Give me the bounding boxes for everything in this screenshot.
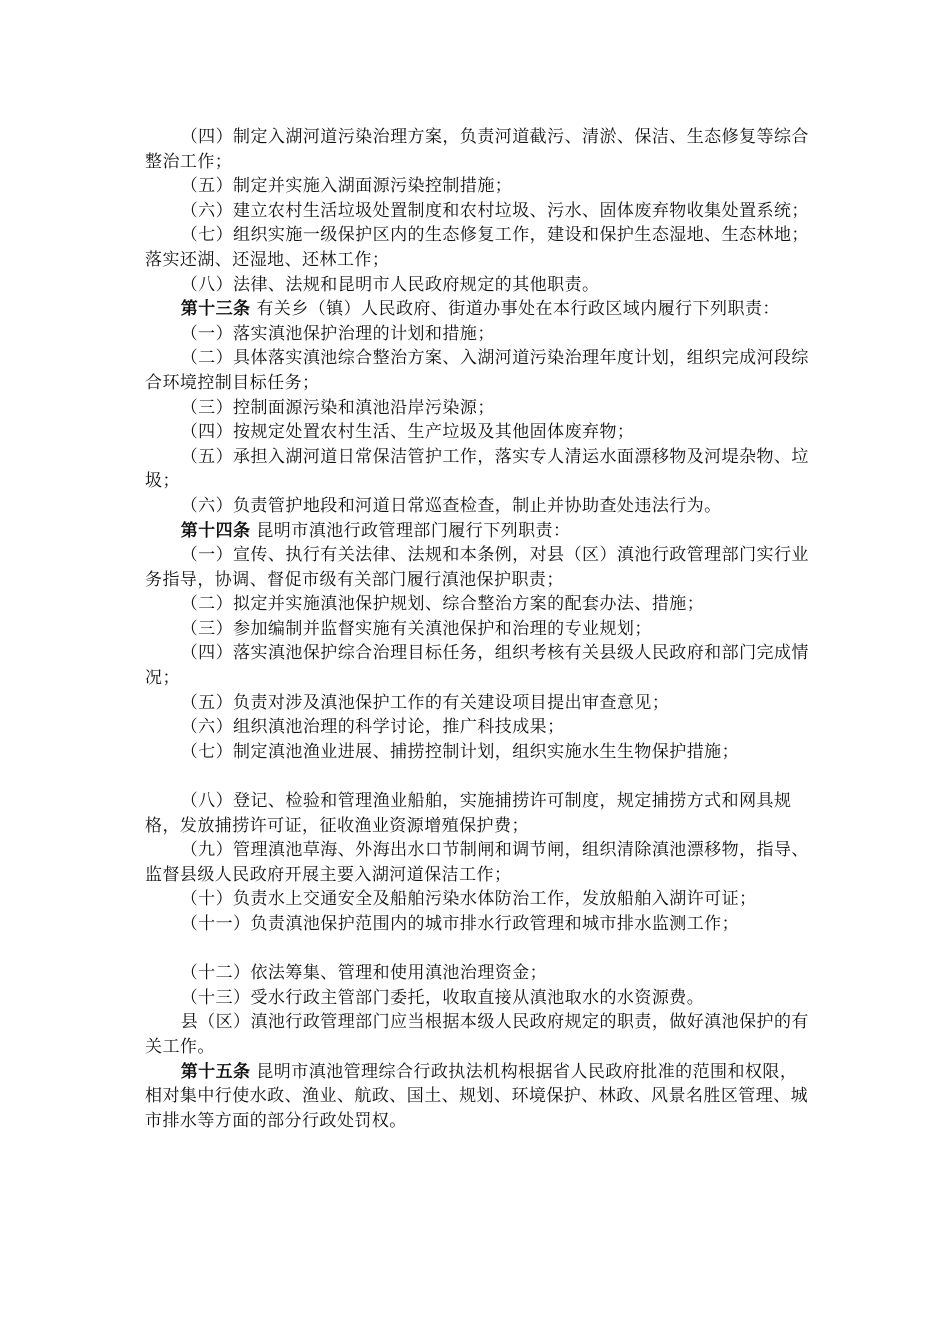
paragraph: [145, 715, 810, 740]
paragraph-text: （九）管理滇池草海、外海出水口节制闸和调节闸，组织清除滇池漂移物，指导、监督县级人民政府开展主要入湖河道保洁工作；: [145, 840, 809, 885]
article-heading: 第十四条: [180, 520, 251, 541]
article-paragraph: [145, 1060, 810, 1134]
paragraph: [145, 641, 810, 690]
paragraph-text: （一）落实滇池保护治理的计划和措施；: [180, 323, 495, 344]
paragraph-text: （五）承担入湖河道日常保洁管护工作，落实专人清运水面漂移物及河堤杂物、垃圾；: [145, 446, 809, 492]
paragraph: [145, 346, 810, 395]
paragraph: [145, 543, 810, 592]
blank-line: [145, 764, 810, 789]
paragraph-text: （二）具体落实滇池综合整治方案、入湖河道污染治理年度计划，组织完成河段综合环境控制目标任务；: [145, 348, 809, 393]
paragraph-text: （十一）负责滇池保护范围内的城市排水行政管理和城市排水监测工作；: [180, 914, 740, 934]
paragraph-text: （八）登记、检验和管理渔业船舶，实施捕捞许可制度，规定捕捞方式和网具规格，发放捕捞许可证，征收渔业资源增殖保护费；: [145, 791, 792, 836]
paragraph-text: （七）制定滇池渔业进展、捕捞控制计划，组织实施水生生物保护措施；: [180, 741, 740, 762]
paragraph-text: （五）负责对涉及滇池保护工作的有关建设项目提出审查意见；: [180, 692, 670, 713]
paragraph-text: （六）负责管护地段和河道日常巡查检查，制止并协助查处违法行为。: [180, 495, 722, 516]
paragraph: [145, 986, 810, 1011]
paragraph: [145, 445, 810, 494]
paragraph: [145, 1010, 810, 1059]
paragraph: [145, 420, 810, 445]
paragraph-text: （三）控制面源污染和滇池沿岸污染源；: [180, 397, 495, 418]
paragraph: [145, 396, 810, 421]
paragraph-text: （四）落实滇池保护综合治理目标任务，组织考核有关县级人民政府和部门完成情况；: [145, 643, 809, 689]
paragraph: [145, 174, 810, 199]
document-body: [145, 125, 810, 1133]
paragraph: [145, 887, 810, 912]
paragraph: [145, 789, 810, 838]
paragraph-text: （七）组织实施一级保护区内的生态修复工作，建设和保护生态湿地、生态林地；落实还湖、还湿地、还林工作；: [145, 225, 809, 270]
paragraph-text: （十二）依法筹集、管理和使用滇池治理资金；: [180, 963, 548, 984]
paragraph-text: （四）制定入湖河道污染治理方案，负责河道截污、清淤、保洁、生态修复等综合整治工作；: [145, 127, 809, 172]
paragraph: [145, 494, 810, 519]
paragraph: [145, 912, 810, 937]
paragraph-text: （六）组织滇池治理的科学讨论，推广科技成果；: [180, 717, 565, 738]
paragraph: [145, 961, 810, 986]
paragraph-text: （十）负责水上交通安全及船舶污染水体防治工作，发放船舶入湖许可证；: [180, 889, 757, 910]
paragraph-text: （二）拟定并实施滇池保护规划、综合整治方案的配套办法、措施；: [180, 594, 705, 615]
paragraph-text: 县（区）滇池行政管理部门应当根据本级人民政府规定的职责，做好滇池保护的有关工作。: [145, 1012, 809, 1057]
article-heading: 第十五条: [180, 1061, 251, 1082]
paragraph-text: （一）宣传、执行有关法律、法规和本条例，对县（区）滇池行政管理部门实行业务指导，协调、督促市级有关部门履行滇池保护职责；: [145, 545, 809, 590]
paragraph-text: （四）按规定处置农村生活、生产垃圾及其他固体废弃物；: [180, 422, 635, 443]
paragraph: [145, 617, 810, 642]
paragraph-text: （八）法律、法规和昆明市人民政府规定的其他职责。: [180, 274, 600, 295]
paragraph-text: 昆明市滇池管理综合行政执法机构根据省人民政府批准的范围和权限，相对集中行使水政、渔业、航政、国土、规划、环境保护、林政、风景名胜区管理、城市排水等方面的部分行政处罚权。: [145, 1061, 809, 1131]
paragraph: [145, 223, 810, 272]
article-paragraph: [145, 519, 810, 544]
paragraph-text: （六）建立农村生活垃圾处置制度和农村垃圾、污水、固体废弃物收集处置系统；: [180, 200, 809, 221]
article-paragraph: [145, 297, 810, 322]
paragraph: [145, 592, 810, 617]
paragraph-text: （五）制定并实施入湖面源污染控制措施；: [180, 176, 513, 197]
paragraph: [145, 199, 810, 224]
paragraph: [145, 838, 810, 887]
paragraph-text: （三）参加编制并监督实施有关滇池保护和治理的专业规划；: [180, 618, 652, 639]
paragraph-text: 有关乡（镇）人民政府、街道办事处在本行政区域内履行下列职责：: [250, 299, 780, 320]
paragraph-text: 昆明市滇池行政管理部门履行下列职责：: [250, 520, 571, 541]
article-heading: 第十三条: [180, 299, 251, 320]
paragraph: [145, 691, 810, 716]
blank-line: [145, 937, 810, 962]
paragraph-text: （十三）受水行政主管部门委托，收取直接从滇池取水的水资源费。: [180, 987, 705, 1008]
paragraph: [145, 322, 810, 347]
paragraph: [145, 740, 810, 765]
paragraph: [145, 273, 810, 298]
paragraph: [145, 125, 810, 174]
